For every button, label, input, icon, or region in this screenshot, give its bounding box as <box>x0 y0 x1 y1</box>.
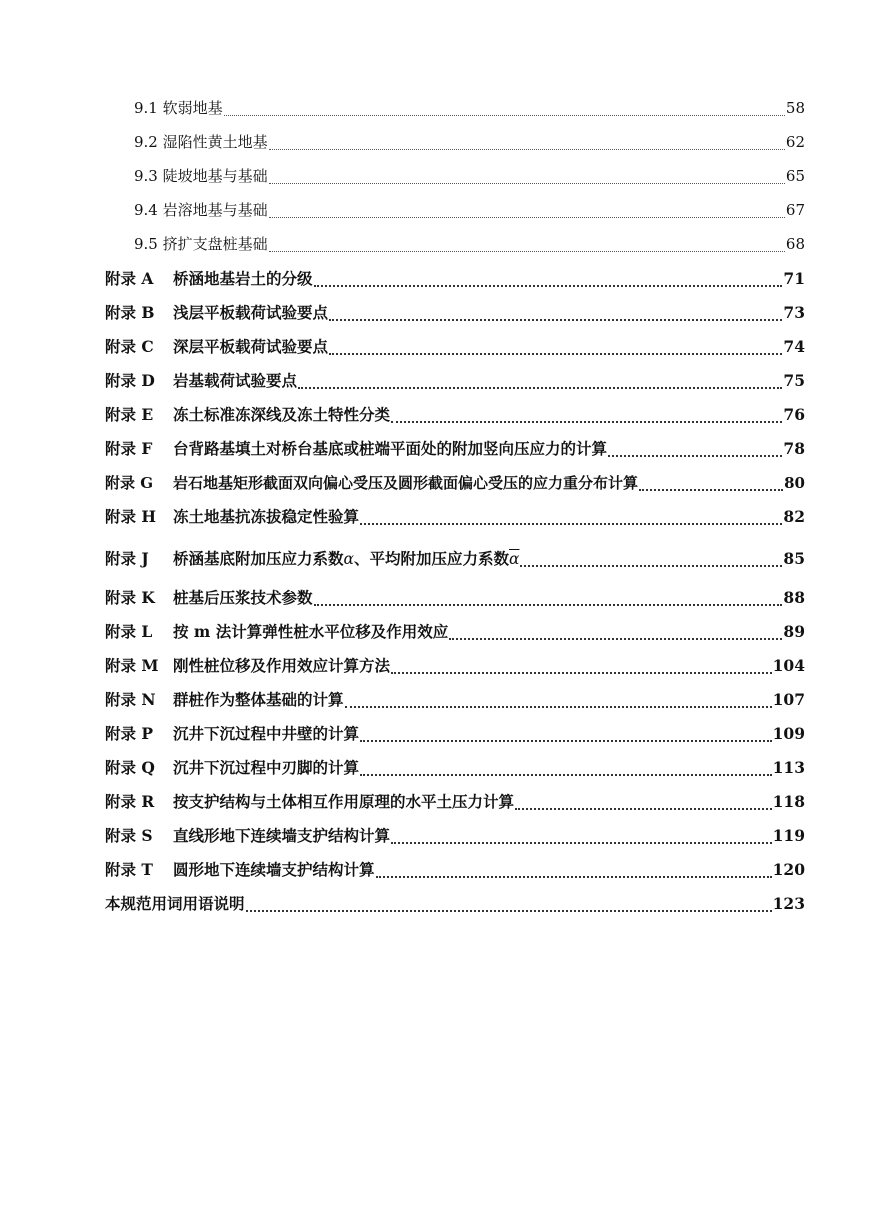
appendix-code: 附录 R <box>105 792 155 811</box>
toc-page-number: 74 <box>783 337 805 356</box>
dot-leader <box>360 523 782 525</box>
toc-title: 沉井下沉过程中刃脚的计算 <box>173 758 360 777</box>
toc-title-part-1: 桥涵基底附加压应力系数 <box>173 549 344 568</box>
toc-page-number: 88 <box>783 588 805 607</box>
dot-leader <box>391 421 782 423</box>
toc-entry-9-3[interactable] <box>134 164 805 188</box>
toc-title: 圆形地下连续墙支护结构计算 <box>173 860 375 879</box>
dot-leader <box>314 604 783 606</box>
toc-entry-9-1[interactable] <box>134 96 805 120</box>
appendix-code: 附录 N <box>105 690 156 709</box>
appendix-code: 附录 D <box>105 371 155 390</box>
appendix-code: 附录 L <box>105 622 153 641</box>
toc-entry-9-5[interactable] <box>134 232 805 256</box>
dot-leader <box>329 319 782 321</box>
toc-title: 台背路基填土对桥台基底或桩端平面处的附加竖向压应力的计算 <box>173 439 608 458</box>
dot-leader <box>608 455 782 457</box>
toc-title-part-2: 、平均附加压应力系数 <box>353 549 509 568</box>
toc-entry-appendix-a[interactable] <box>105 267 805 291</box>
toc-entry-appendix-g[interactable] <box>105 471 805 495</box>
toc-page-number: 85 <box>783 549 805 568</box>
toc-page-number: 113 <box>772 758 805 777</box>
toc-entry-appendix-r[interactable] <box>105 790 805 814</box>
toc-title: 深层平板载荷试验要点 <box>173 337 329 356</box>
dot-leader <box>376 876 772 878</box>
dot-leader <box>391 842 772 844</box>
toc-entry-appendix-p[interactable] <box>105 722 805 746</box>
toc-entry-appendix-j[interactable] <box>105 547 805 571</box>
toc-title: 冻土标准冻深线及冻土特性分类 <box>173 405 391 424</box>
appendix-code: 附录 A <box>105 269 154 288</box>
appendix-code: 附录 E <box>105 405 154 424</box>
toc-title: 本规范用词用语说明 <box>105 894 245 913</box>
appendix-code: 附录 J <box>105 549 149 568</box>
toc-title: 9.2 湿陷性黄土地基 <box>134 133 268 151</box>
dot-leader <box>639 489 783 491</box>
toc-title: 岩石地基矩形截面双向偏心受压及圆形截面偏心受压的应力重分布计算 <box>173 474 639 492</box>
toc-title: 9.4 岩溶地基与基础 <box>134 201 268 219</box>
toc-page-number: 73 <box>783 303 805 322</box>
toc-title: 直线形地下连续墙支护结构计算 <box>173 826 391 845</box>
appendix-code: 附录 P <box>105 724 154 743</box>
toc-entry-appendix-s[interactable] <box>105 824 805 848</box>
toc-entry-9-2[interactable] <box>134 130 805 154</box>
appendix-code: 附录 K <box>105 588 155 607</box>
appendix-code: 附录 F <box>105 439 153 458</box>
appendix-code: 附录 G <box>105 474 154 492</box>
toc-page-number: 65 <box>785 167 805 185</box>
appendix-code: 附录 S <box>105 826 153 845</box>
toc-entry-appendix-n[interactable] <box>105 688 805 712</box>
appendix-code: 附录 T <box>105 860 153 879</box>
toc-page-number: 82 <box>783 507 805 526</box>
dot-leader <box>391 672 772 674</box>
dot-leader <box>360 740 772 742</box>
toc-page-number: 104 <box>772 656 805 675</box>
toc-title: 刚性桩位移及作用效应计算方法 <box>173 656 391 675</box>
toc-title: 群桩作为整体基础的计算 <box>173 690 344 709</box>
toc-entry-appendix-q[interactable] <box>105 756 805 780</box>
toc-entry-9-4[interactable] <box>134 198 805 222</box>
toc-entry-appendix-b[interactable] <box>105 301 805 325</box>
toc-title: 按 m 法计算弹性桩水平位移及作用效应 <box>173 622 449 641</box>
dot-leader <box>298 387 782 389</box>
dot-leader <box>515 808 772 810</box>
dot-leader <box>360 774 772 776</box>
toc-page-number: 68 <box>785 235 805 253</box>
toc-title: 9.1 软弱地基 <box>134 99 223 117</box>
toc-page-number: 107 <box>772 690 805 709</box>
toc-entry-appendix-t[interactable] <box>105 858 805 882</box>
dot-leader <box>329 353 782 355</box>
toc-page-number: 71 <box>783 269 805 288</box>
toc-entry-appendix-h[interactable] <box>105 505 805 529</box>
toc-title: 冻土地基抗冻拔稳定性验算 <box>173 507 360 526</box>
appendix-code: 附录 Q <box>105 758 155 777</box>
dot-leader <box>314 285 783 287</box>
toc-title: 桥涵地基岩土的分级 <box>173 269 313 288</box>
dot-leader <box>246 910 772 912</box>
appendix-code: 附录 M <box>105 656 159 675</box>
toc-entry-appendix-f[interactable] <box>105 437 805 461</box>
toc-entry-appendix-l[interactable] <box>105 620 805 644</box>
toc-page-number: 62 <box>785 133 805 151</box>
toc-title: 9.3 陡坡地基与基础 <box>134 167 268 185</box>
toc-title: 按支护结构与土体相互作用原理的水平土压力计算 <box>173 792 515 811</box>
toc-page-number: 58 <box>785 99 805 117</box>
toc-title: 浅层平板载荷试验要点 <box>173 303 329 322</box>
toc-page-number: 75 <box>783 371 805 390</box>
appendix-code: 附录 B <box>105 303 155 322</box>
dot-leader <box>269 217 785 218</box>
toc-page-number: 67 <box>785 201 805 219</box>
toc-page-number: 109 <box>772 724 805 743</box>
toc-page-number: 120 <box>772 860 805 879</box>
toc-page-number: 76 <box>783 405 805 424</box>
toc-page-number: 118 <box>772 792 805 811</box>
dot-leader <box>345 706 772 708</box>
toc-page-number: 119 <box>772 826 805 845</box>
toc-entry-terminology[interactable] <box>105 892 805 916</box>
alpha-symbol: α <box>343 550 354 568</box>
dot-leader <box>224 115 785 116</box>
toc-page-number: 89 <box>783 622 805 641</box>
toc-page-number: 78 <box>783 439 805 458</box>
dot-leader <box>269 183 785 184</box>
toc-entry-appendix-k[interactable] <box>105 586 805 610</box>
dot-leader <box>269 251 785 252</box>
toc-entry-appendix-c[interactable] <box>105 335 805 359</box>
alpha-bar-symbol: $\overline{\alpha}$ <box>509 550 520 568</box>
appendix-code: 附录 C <box>105 337 154 356</box>
dot-leader <box>269 149 785 150</box>
toc-title <box>173 547 519 571</box>
dot-leader <box>449 638 782 640</box>
toc-entry-appendix-e[interactable] <box>105 403 805 427</box>
toc-entry-appendix-d[interactable] <box>105 369 805 393</box>
toc-page-number: 123 <box>772 894 805 913</box>
appendix-code: 附录 H <box>105 507 157 526</box>
toc-page-number: 80 <box>784 474 805 492</box>
dot-leader <box>520 565 782 567</box>
toc-entry-appendix-m[interactable] <box>105 654 805 678</box>
toc-title: 沉井下沉过程中井壁的计算 <box>173 724 360 743</box>
toc-title: 岩基载荷试验要点 <box>173 371 298 390</box>
toc-title: 9.5 挤扩支盘桩基础 <box>134 235 268 253</box>
toc-title: 桩基后压浆技术参数 <box>173 588 313 607</box>
